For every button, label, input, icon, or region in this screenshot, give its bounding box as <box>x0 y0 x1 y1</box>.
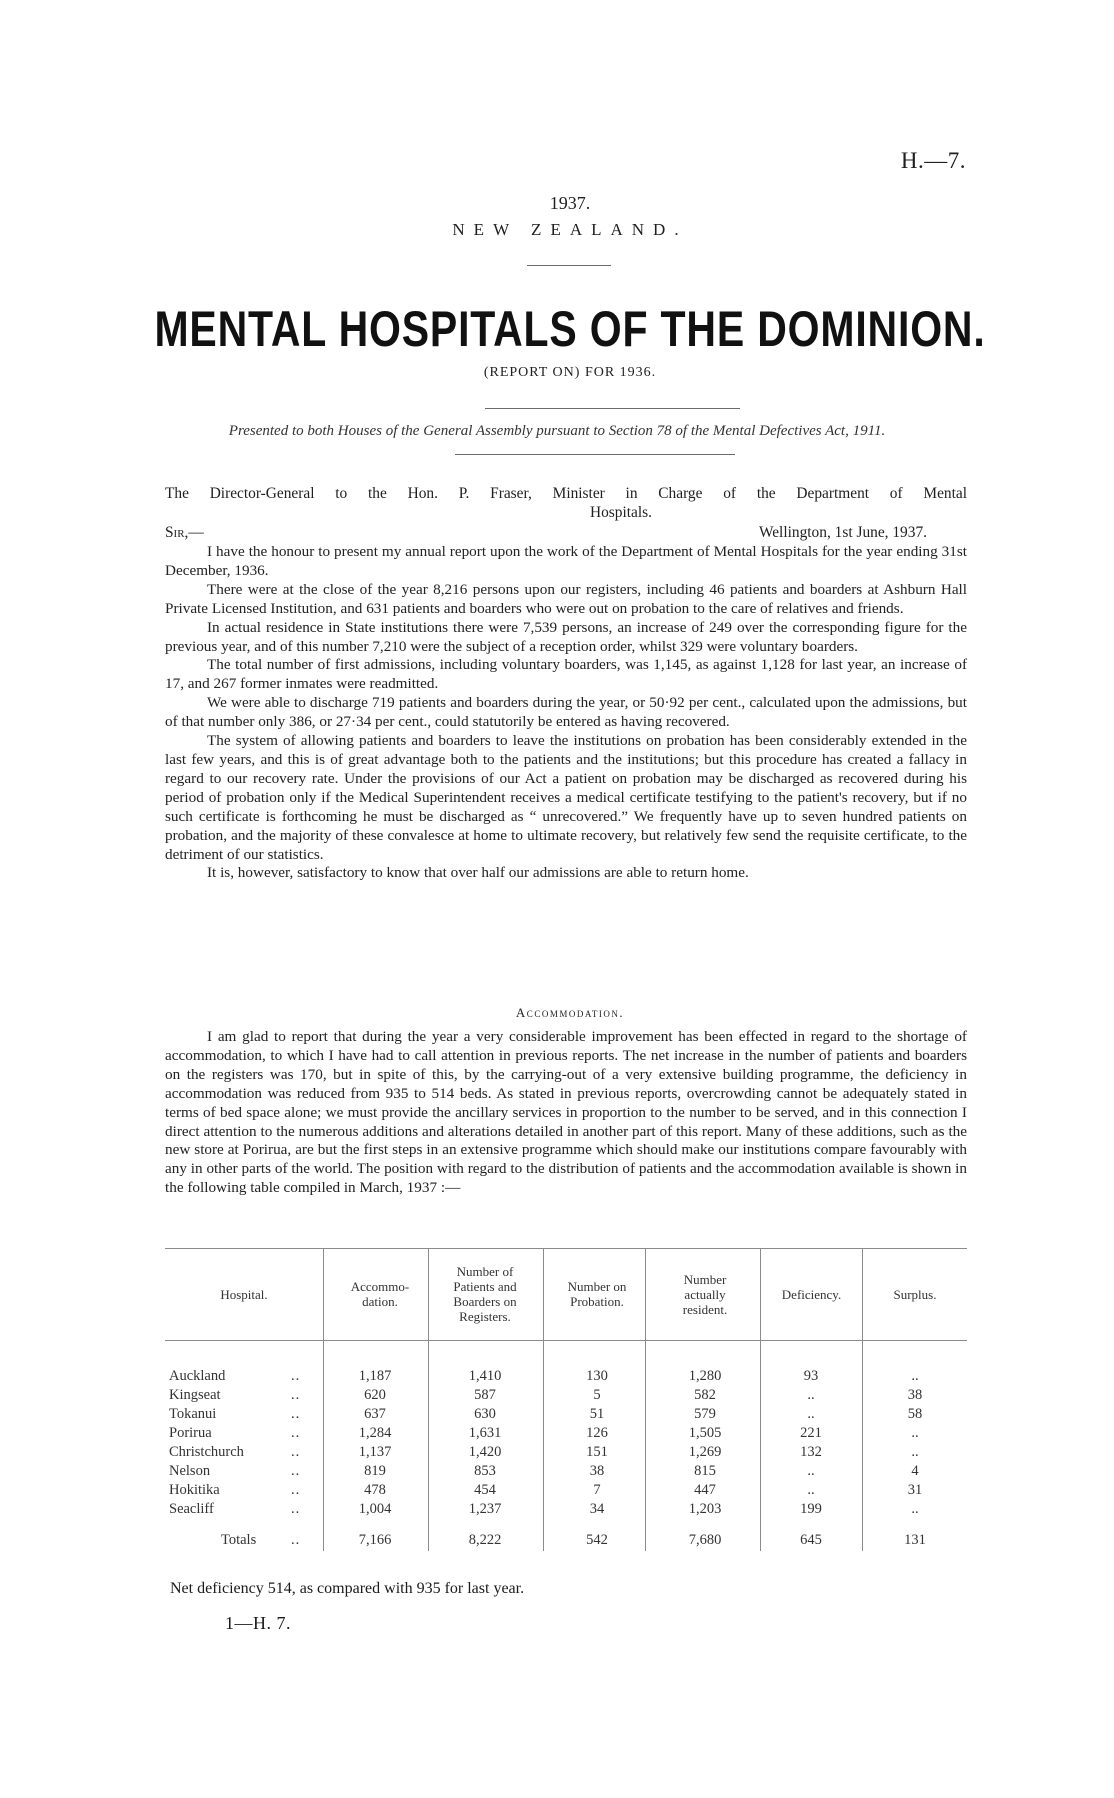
leader-dots: .. <box>291 1482 301 1498</box>
deficiency-cell: .. <box>807 1406 815 1422</box>
hospital-name: Porirua <box>169 1425 212 1441</box>
page-title: MENTAL HOSPITALS OF THE DOMINION. <box>154 301 986 357</box>
accommodation-cell: 620 <box>364 1387 386 1403</box>
table-row <box>165 1444 967 1463</box>
deficiency-cell: 221 <box>800 1425 822 1441</box>
document-reference: H.—7. <box>900 148 966 173</box>
registers-cell: 1,420 <box>468 1444 502 1460</box>
paragraph: There were at the close of the year 8,216 persons upon our registers, including 46 patients and boarders at Ashburn Hall Private Licensed Institution, and 631 patients and boarders who were out on probation to the care of relatives and friends. <box>165 580 967 617</box>
deficiency-cell: .. <box>807 1387 815 1403</box>
presented-statement: Presented to both Houses of the General Assembly pursuant to Section 78 of the Mental Defectives Act, 1911. <box>228 423 886 439</box>
net-deficiency-note: Net deficiency 514, as compared with 935 for last year. <box>170 1580 525 1597</box>
accommodation-cell: 819 <box>364 1463 386 1479</box>
table-row <box>165 1425 967 1444</box>
probation-cell: 51 <box>589 1406 605 1422</box>
surplus-cell: 58 <box>907 1406 923 1422</box>
deficiency-cell: .. <box>807 1482 815 1498</box>
table-row <box>165 1501 967 1520</box>
registers-cell: 454 <box>474 1482 496 1498</box>
accommodation-cell: 1,187 <box>358 1368 392 1384</box>
probation-cell: 5 <box>593 1387 601 1403</box>
page-signature: 1—H. 7. <box>225 1613 291 1633</box>
table-row <box>165 1387 967 1406</box>
resident-cell: 815 <box>694 1463 716 1479</box>
table-row <box>165 1482 967 1501</box>
accommodation-body <box>165 1028 967 1198</box>
paragraph: In actual residence in State institutions there were 7,539 persons, an increase of 249 over the corresponding figure for the previous year, and of this number 7,210 were the subject of a reception order, whilst 329 were voluntary boarders. <box>165 618 967 655</box>
paragraph: It is, however, satisfactory to know that over half our admissions are able to return home. <box>207 864 749 882</box>
hospital-name: Auckland <box>169 1368 226 1384</box>
resident-cell: 447 <box>694 1482 716 1498</box>
salutation: Sir,— <box>165 524 204 541</box>
surplus-cell: .. <box>911 1444 919 1460</box>
surplus-total: 131 <box>904 1532 926 1548</box>
accommodation-cell: 1,284 <box>358 1425 392 1441</box>
column-header: Hospital. <box>220 1286 268 1302</box>
leader-dots: .. <box>291 1501 301 1517</box>
leader-dots: .. <box>291 1463 301 1479</box>
table-row <box>165 1406 967 1425</box>
probation-cell: 38 <box>589 1463 605 1479</box>
letter-date: Wellington, 1st June, 1937. <box>758 524 927 541</box>
country-heading: NEW ZEALAND. <box>452 220 688 239</box>
letter-addressee <box>165 484 967 522</box>
surplus-cell: .. <box>911 1425 919 1441</box>
deficiency-cell: 132 <box>800 1444 822 1460</box>
resident-cell: 582 <box>694 1387 716 1403</box>
hospital-name: Kingseat <box>169 1387 221 1403</box>
letter-body <box>165 543 967 883</box>
probation-cell: 34 <box>589 1501 605 1517</box>
section-heading: Accommodation. <box>515 1005 625 1020</box>
divider <box>455 454 735 455</box>
accommodation-cell: 1,137 <box>358 1444 392 1460</box>
column-header: Number actually resident. <box>682 1271 728 1317</box>
hospital-name: Nelson <box>169 1463 211 1479</box>
column-header: Number on Probation. <box>567 1279 627 1309</box>
probation-cell: 130 <box>586 1368 608 1384</box>
leader-dots: .. <box>291 1444 301 1460</box>
paragraph: I am glad to report that during the year a very considerable improvement has been effected in regard to the shortage of accommodation, to which I have had to call attention in previous reports. The net increase in the number of patients and boarders on the registers was 170, but in spite of this, by the carrying-out of a very extensive building programme, the deficiency in accommodation was reduced from 935 to 514 beds. As stated in previous reports, overcrowding cannot be adequately stated in terms of bed space alone; we must provide the ancillary services in proportion to the number to be served, and in this connection I direct attention to the numerous additions and alterations detailed in another part of this report. Many of these additions, such as the new store at Porirua, are but the first steps in an extensive programme which should make our institutions compare favourably with any in other parts of the world. The position with regard to the distribution of patients and the accommodation available is shown in the following table compiled in March, 1937 :— <box>165 1028 967 1197</box>
registers-cell: 587 <box>474 1387 496 1403</box>
probation-cell: 7 <box>593 1482 601 1498</box>
resident-cell: 1,269 <box>688 1444 722 1460</box>
totals-label: Totals <box>221 1532 257 1548</box>
leader-dots: .. <box>291 1532 301 1548</box>
column-header: Surplus. <box>893 1286 937 1302</box>
leader-dots: .. <box>291 1368 301 1384</box>
totals-row <box>165 1532 967 1551</box>
column-header: Accommo-dation. <box>350 1279 410 1309</box>
probation-cell: 126 <box>586 1425 608 1441</box>
paragraph: The system of allowing patients and boarders to leave the institutions on probation has been considerably extended in the last few years, and this is of great advantage both to the patients and the institutions; but this procedure has created a fallacy in regard to our recovery rate. Under the provisions of our Act a patient on probation may be discharged as recovered during his period of probation only if the Medical Superintendent receives a medical certificate testifying to the patient's recovery, but if no such certificate is forthcoming he must be discharged as “ unrecovered.” We frequently have up to seven hundred patients on probation, and the majority of these convalesce at home to ultimate recovery, but relatively few send the requisite certificate, to the detriment of our statistics. <box>165 732 967 863</box>
accommodation-cell: 478 <box>364 1482 386 1498</box>
deficiency-cell: 199 <box>800 1501 822 1517</box>
hospital-name: Hokitika <box>169 1482 220 1498</box>
paragraph: We were able to discharge 719 patients and boarders during the year, or 50·92 per cent., calculated upon the admissions, but of that number only 386, or 27·34 per cent., could statutorily be entered as having recovered. <box>165 694 967 731</box>
hospital-name: Christchurch <box>169 1444 244 1460</box>
surplus-cell: 38 <box>907 1387 923 1403</box>
accommodation-table <box>165 1248 967 1551</box>
resident-cell: 1,505 <box>688 1425 722 1441</box>
salutation-row <box>165 524 967 542</box>
accommodation-cell: 1,004 <box>358 1501 392 1517</box>
table-row <box>165 1368 967 1387</box>
probation-total: 542 <box>586 1532 608 1548</box>
paragraph: I have the honour to present my annual report upon the work of the Department of Mental Hospitals for the year ending 31st December, 1936. <box>165 543 967 579</box>
divider <box>485 408 740 409</box>
column-header: Deficiency. <box>781 1286 842 1302</box>
surplus-cell: .. <box>911 1501 919 1517</box>
registers-cell: 630 <box>474 1406 496 1422</box>
deficiency-cell: .. <box>807 1463 815 1479</box>
accommodation-cell: 637 <box>364 1406 386 1422</box>
resident-cell: 1,203 <box>688 1501 722 1517</box>
paragraph: The total number of first admissions, including voluntary boarders, was 1,145, as against 1,128 for last year, an increase of 17, and 267 former inmates were readmitted. <box>165 656 967 693</box>
deficiency-total: 645 <box>800 1532 822 1548</box>
header-rule <box>165 1340 967 1341</box>
registers-cell: 1,237 <box>468 1501 502 1517</box>
leader-dots: .. <box>291 1387 301 1403</box>
divider <box>527 265 611 266</box>
registers-total: 8,222 <box>468 1532 502 1548</box>
document-year: 1937. <box>549 193 591 213</box>
table-row <box>165 1463 967 1482</box>
registers-cell: 1,410 <box>468 1368 502 1384</box>
registers-cell: 1,631 <box>468 1425 502 1441</box>
column-header: Number of Patients and Boarders on Registers. <box>453 1264 517 1324</box>
resident-cell: 579 <box>694 1406 716 1422</box>
addressee-line: The Director-General to the Hon. P. Fraser, Minister in Charge of the Department of Mental <box>165 485 967 502</box>
hospital-name: Seacliff <box>169 1501 214 1517</box>
page-subtitle: (REPORT ON) FOR 1936. <box>483 365 657 380</box>
leader-dots: .. <box>291 1425 301 1441</box>
leader-dots: .. <box>291 1406 301 1422</box>
deficiency-cell: 93 <box>803 1368 819 1384</box>
surplus-cell: 4 <box>911 1463 919 1479</box>
resident-cell: 1,280 <box>688 1368 722 1384</box>
table-top-rule <box>165 1248 967 1249</box>
addressee-line: Hospitals. <box>590 504 652 521</box>
accommodation-total: 7,166 <box>358 1532 392 1548</box>
registers-cell: 853 <box>474 1463 496 1479</box>
resident-total: 7,680 <box>688 1532 722 1548</box>
surplus-cell: .. <box>911 1368 919 1384</box>
surplus-cell: 31 <box>907 1482 923 1498</box>
probation-cell: 151 <box>586 1444 608 1460</box>
hospital-name: Tokanui <box>169 1406 217 1422</box>
